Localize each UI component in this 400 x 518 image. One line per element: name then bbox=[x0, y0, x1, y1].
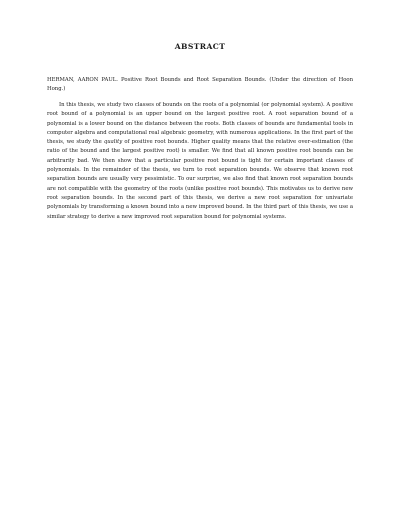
abstract-text-part2: of positive root bounds. Higher quality means that the relative over-estimation (the ratio of the bound and the largest positive root) is smaller. We find that all known positive root bounds can be arbitrarily bad. We then show that a particular positive root bound is tight for certain important classes of polynomials. In the remainder of the thesis, we turn to root separation bounds. We observe that known root separation bounds are usually very pessimistic. To our surprise, we also find that known root separation bounds are not compatible with the geometry of the roots (unlike positive root bounds). This motivates us to derive new root separation bounds. In the second part of this thesis, we derive a new root separation for univariate polynomials by transforming a known bound into a new improved bound. In the third part of this thesis, we use a similar strategy to derive a new improved root separation bound for polynomial systems. bbox=[47, 139, 353, 220]
abstract-text-part1: In this thesis, we study two classes of bounds on the roots of a polynomial (or polynomial system). A positive root bound of a polynomial is an upper bound on the largest positive root. A root separation bound of a polynomial is a lower bound on the distance between the roots. Both classes of bounds are fundamental tools in computer algebra and computational real algebraic geometry, with numerous applications. In the first part of the thesis, we study the bbox=[47, 102, 353, 146]
author-citation: HERMAN, AARON PAUL. Positive Root Bounds and Root Separation Bounds. (Under the direction of Hoon Hong.) bbox=[47, 77, 353, 93]
abstract-paragraph bbox=[47, 101, 353, 222]
abstract-emphasis: quality bbox=[103, 139, 123, 146]
page-title: ABSTRACT bbox=[174, 42, 226, 51]
